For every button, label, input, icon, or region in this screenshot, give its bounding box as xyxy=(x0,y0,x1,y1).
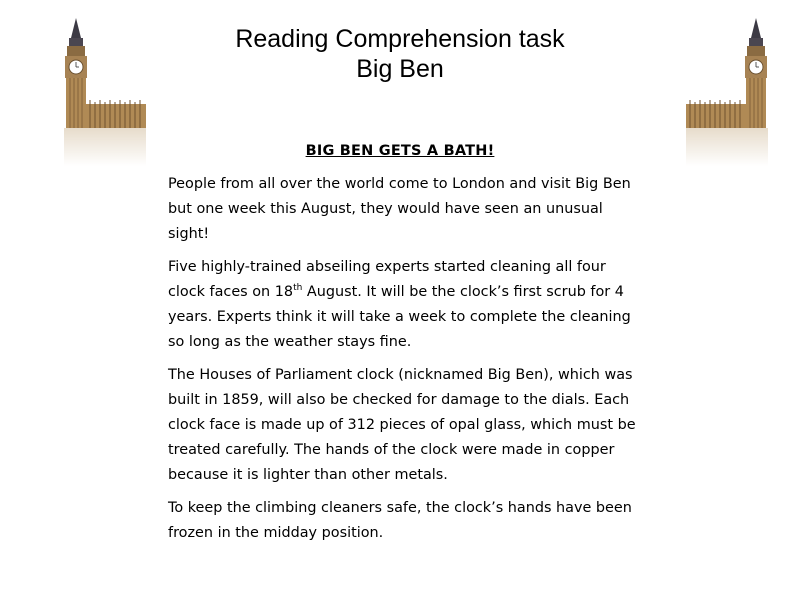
paragraph-2-end: August. It will be the clock’s first scrub for 4 years. Experts think it will take a week to complete the cleaning so long as the weather stays fine. xyxy=(168,284,631,350)
paragraph-1: People from all over the world come to London and visit Big Ben but one week this August, they would have seen an unusual sight! xyxy=(168,176,631,242)
title-line-1: Reading Comprehension task xyxy=(235,25,565,53)
title-line-2: Big Ben xyxy=(356,55,444,83)
article-body xyxy=(168,172,638,554)
paragraph-4: To keep the climbing cleaners safe, the clock’s hands have been frozen in the midday position. xyxy=(168,500,632,541)
page-title xyxy=(0,24,800,84)
paragraph-2 xyxy=(168,255,638,355)
paragraph-3: The Houses of Parliament clock (nicknamed Big Ben), which was built in 1859, will also be checked for damage to the dials. Each clock face is made up of 312 pieces of opal glass, which must be treated carefully. The hands of the clock were made in copper because it is lighter than other metals. xyxy=(168,367,636,483)
article-heading: BIG BEN GETS A BATH! xyxy=(305,143,495,159)
paragraph-2-start: Five highly-trained abseiling experts started cleaning all four clock faces on 18 xyxy=(168,259,606,300)
ordinal-suffix: th xyxy=(293,283,303,294)
